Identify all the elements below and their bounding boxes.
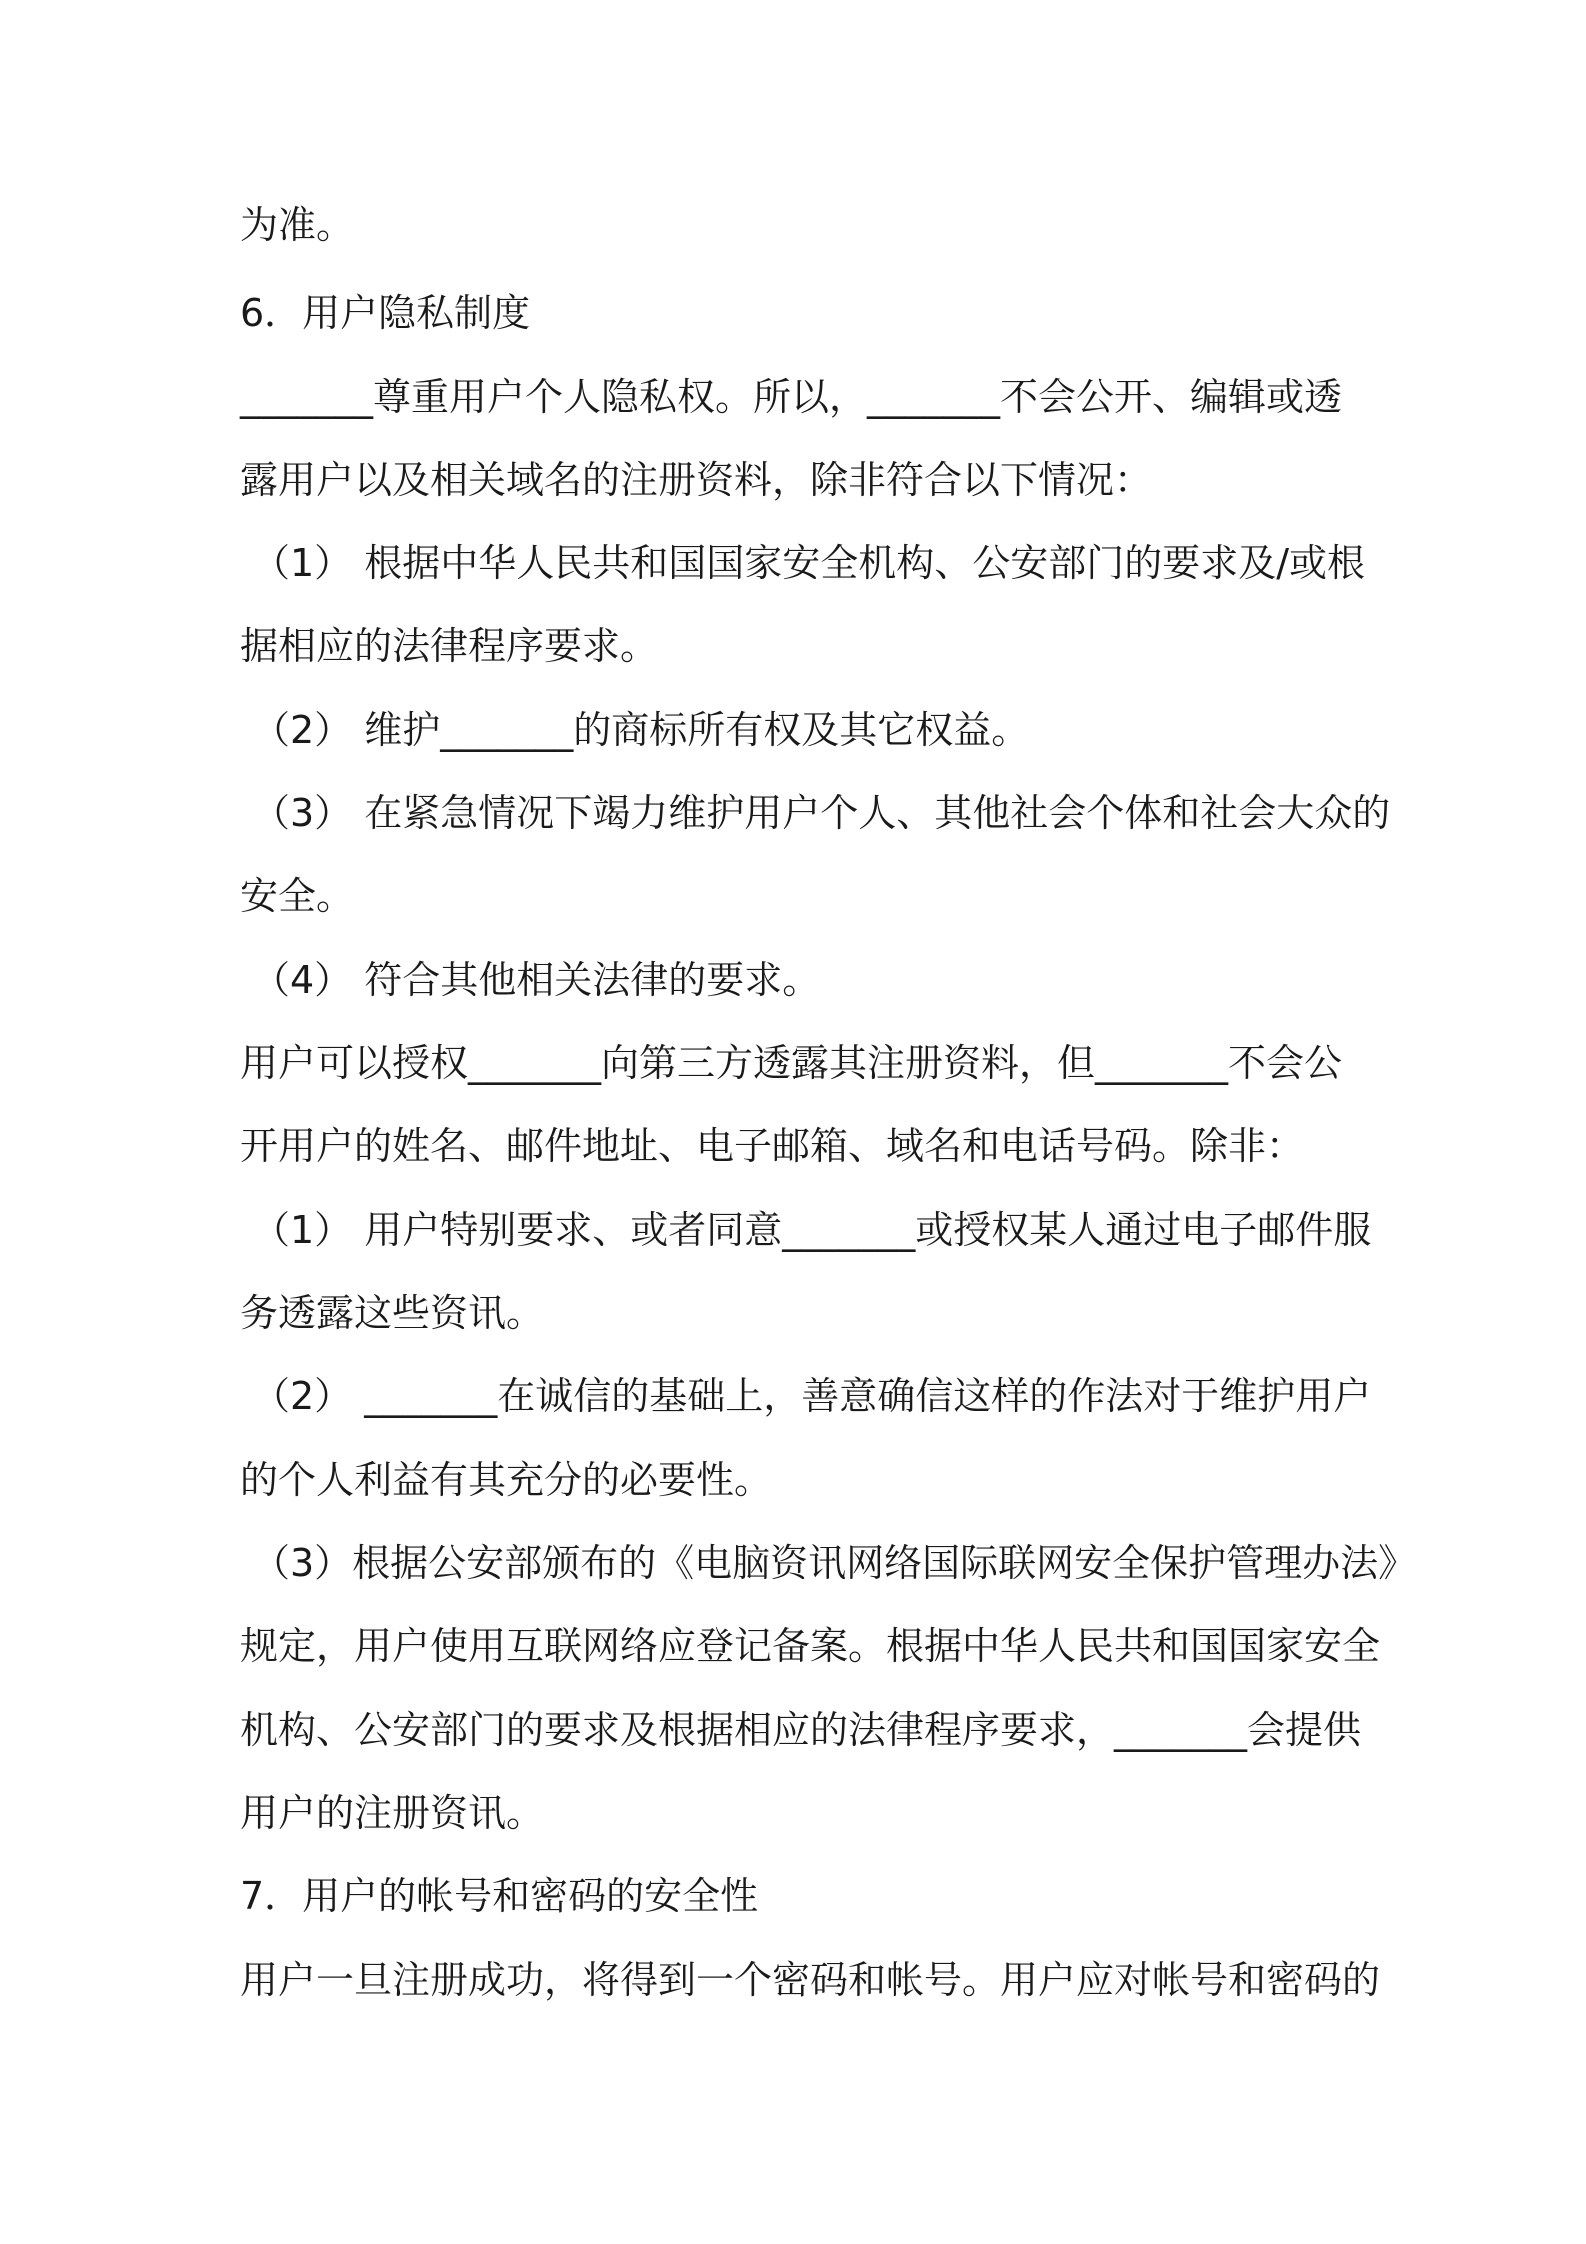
text-line-1: 为准。 bbox=[240, 203, 355, 247]
list-item-4: （4） 符合其他相关法律的要求。 bbox=[252, 958, 821, 1002]
text-line-4: 露用户以及相关域名的注册资料，除非符合以下情况： bbox=[240, 458, 1153, 502]
text-line-12: 开用户的姓名、邮件地址、电子邮箱、域名和电话号码。除非： bbox=[240, 1124, 1305, 1168]
list-item-5: （1） 用户特别要求、或者同意_______或授权某人通过电子邮件服 bbox=[252, 1208, 1372, 1252]
text-line-20: 用户的注册资讯。 bbox=[240, 1791, 545, 1835]
text-line-3: _______尊重用户个人隐私权。所以，_______不会公开、编辑或透 bbox=[240, 375, 1343, 419]
text-line-22: 用户一旦注册成功，将得到一个密码和帐号。用户应对帐号和密码的 bbox=[240, 1958, 1381, 2002]
list-item-7: （3）根据公安部颁布的《电脑资讯网络国际联网安全保护管理办法》 bbox=[252, 1541, 1417, 1585]
list-item-3: （3） 在紧急情况下竭力维护用户个人、其他社会个体和社会大众的 bbox=[252, 791, 1391, 835]
text-line-11: 用户可以授权_______向第三方透露其注册资料，但_______不会公 bbox=[240, 1041, 1343, 1085]
section-heading-6: 6．用户隐私制度 bbox=[240, 291, 531, 335]
text-line-14: 务透露这些资讯。 bbox=[240, 1291, 545, 1335]
text-line-19: 机构、公安部门的要求及根据相应的法律程序要求，_______会提供 bbox=[240, 1708, 1362, 1752]
text-line-18: 规定，用户使用互联网络应登记备案。根据中华人民共和国国家安全 bbox=[240, 1624, 1381, 1668]
text-line-16: 的个人利益有其充分的必要性。 bbox=[240, 1458, 773, 1502]
text-line-6: 据相应的法律程序要求。 bbox=[240, 624, 659, 668]
section-heading-7: 7．用户的帐号和密码的安全性 bbox=[240, 1874, 759, 1918]
text-line-9: 安全。 bbox=[240, 874, 355, 918]
list-item-1: （1） 根据中华人民共和国国家安全机构、公安部门的要求及/或根 bbox=[252, 541, 1366, 585]
list-item-6: （2） _______在诚信的基础上，善意确信这样的作法对于维护用户 bbox=[252, 1374, 1372, 1418]
list-item-2: （2） 维护_______的商标所有权及其它权益。 bbox=[252, 708, 1030, 752]
